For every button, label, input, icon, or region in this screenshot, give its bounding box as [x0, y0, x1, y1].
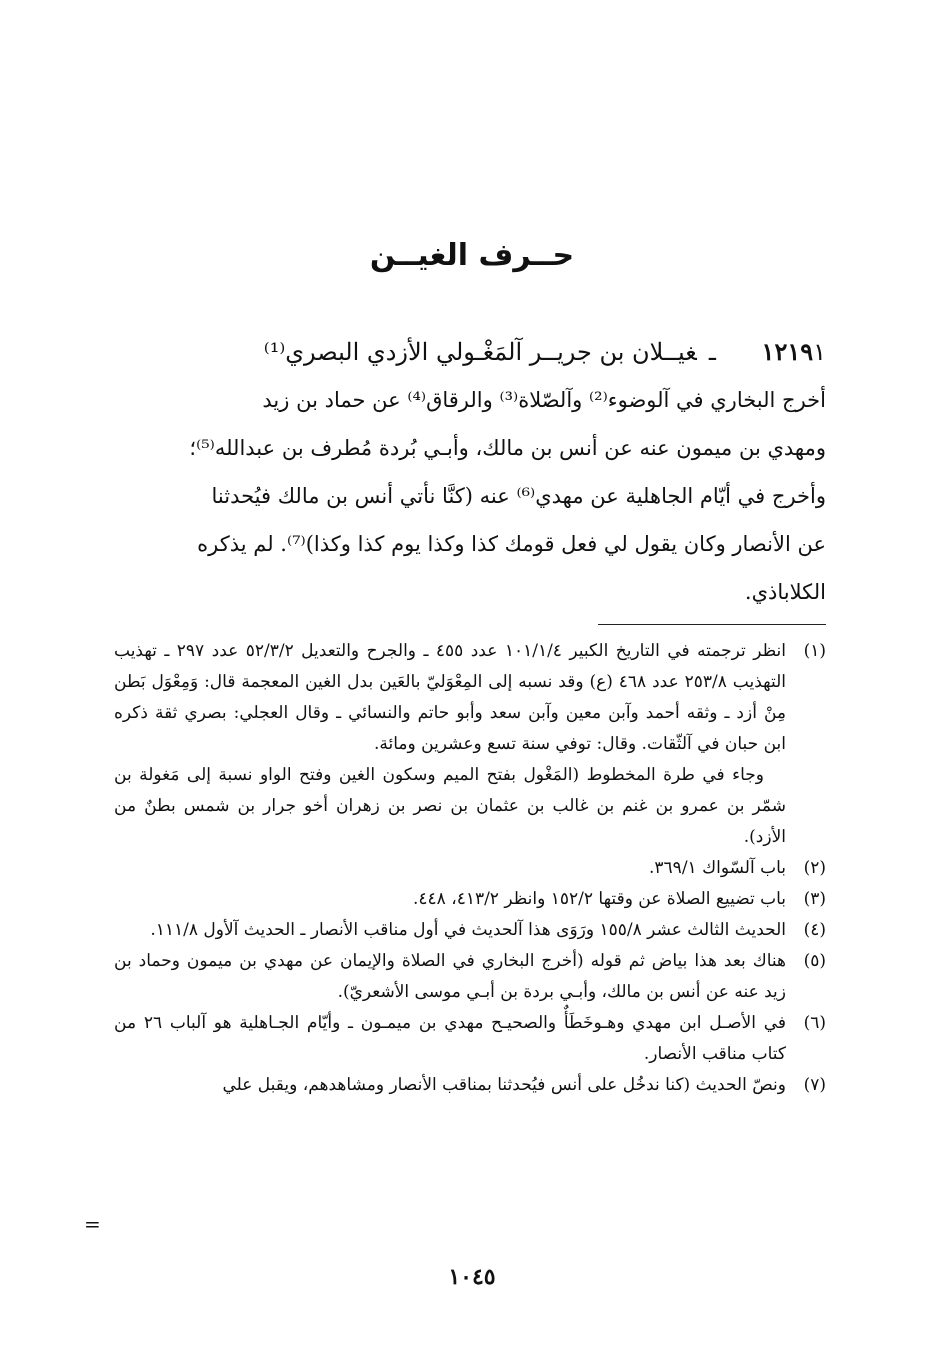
footnote-number: (١) — [803, 641, 826, 661]
footnote-3 — [114, 884, 826, 915]
entry-number: ١٢١٩ — [761, 337, 814, 366]
footnote-number: (٦) — [803, 1013, 826, 1033]
footnotes — [114, 636, 826, 1101]
footnote-text: انظر ترجمته في التاريخ الكبير ١٠١/١/٤ عدد ٤٥٥ ـ والجرح والتعديل ٥٢/٣/٢ عدد ٢٩٧ ـ تهذيب التهذيب ٢٥٣/٨ عدد ٤٦٨ (ع) وقد نسبه إلى المِعْوَليّ بالعَين بدل الغين المعجمة قال: وَمِعْوَل بَطن مِنْ أزد ـ وثقه أحمد وآبن معين وآبن سعد وأبو حاتم والنسائي ـ وقال العجلي: بصري ثقة ذكره ابن حبان في آلثّقات. وقال: توفي سنة تسع وعشرين ومائة. — [114, 641, 786, 754]
footnote-2 — [114, 853, 826, 884]
footnote-text: هناك بعد هذا بياض ثم قوله (أخرج البخاري في الصلاة والإيمان عن مهدي بن ميمون وحماد بن زيد عنه عن أنس بن مالك، وأبـي بردة بن أبـي موسى الأشعريّ). — [114, 951, 786, 1002]
footnote-text: باب آلسّواك ٣٦٩/١. — [649, 858, 786, 878]
footnote-6 — [114, 1008, 826, 1070]
body-line: ومهدي بن ميمون عنه عن أنس بن مالك، وأبـي بُردة مُطرف بن عبدالله⁽⁵⁾؛ — [189, 436, 826, 460]
continuation-mark: = — [84, 1212, 101, 1236]
footnote-number: (٥) — [803, 951, 826, 971]
footnote-4 — [114, 915, 826, 946]
footnote-text: في الأصـل ابن مهدي وهـوخَطَأٌ والصحيـح مهدي بن ميمـون ـ وأيّام الجـاهلية هو آلباب ٢٦ من كتاب مناقب الأنصار. — [114, 1013, 786, 1064]
entry-body — [121, 376, 826, 616]
chapter-heading: حــرف الغيــن — [369, 238, 575, 273]
footnote-separator — [598, 624, 826, 625]
footnote-text: ونصّ الحديث (كنا ندخُل على أنس فيُحدثنا بمناقب الأنصار ومشاهدهم، ويقبل علي — [222, 1075, 786, 1095]
footnote-number: (٣) — [803, 889, 826, 909]
body-line: أخرج البخاري في آلوضوء⁽²⁾ وآلصّلاة⁽³⁾ والرقاق⁽⁴⁾ عن حماد بن زيد — [262, 388, 826, 412]
footnote-number: (٤) — [803, 920, 826, 940]
body-line: عن الأنصار وكان يقول لي فعل قومك كذا وكذا يوم كذا وكذا)⁽⁷⁾. لم يذكره — [197, 532, 826, 556]
footnote-text: باب تضييع الصلاة عن وقتها ١٥٢/٢ وانظر ٤١٣/٢، ٤٤٨. — [412, 889, 786, 909]
body-line: الكلاباذي. — [744, 580, 826, 604]
entry-title-line — [106, 330, 826, 374]
footnote-1 — [114, 636, 826, 760]
footnote-continuation: وجاء في طرة المخطوط (المَغْول بفتح الميم وسكون الغين وفتح الواو نسبة إلى مَغولة بن شمّر بن عمرو بن غنم بن غالب بن عثمان بن نصر بن زهران أخو جرار بن شمس بطنٌ من الأزد). — [114, 765, 786, 847]
footnote-5 — [114, 946, 826, 1008]
entry-name: غيــلان بن جريــر آلمَغْـولي الأزدي البصري⁽¹⁾ — [263, 338, 697, 366]
footnote-7 — [114, 1070, 826, 1101]
footnote-number: (٧) — [803, 1075, 826, 1095]
body-line: وأخرج في أيّام الجاهلية عن مهدي⁽⁶⁾ عنه (كنَّا نأتي أنس بن مالك فيُحدثنا — [211, 484, 826, 508]
page-number: ١٠٤٥ — [448, 1264, 496, 1290]
footnote-number: (٢) — [803, 858, 826, 878]
footnote-text: الحديث الثالث عشر ١٥٥/٨ ورَوَى هذا آلحديث في أول مناقب الأنصار ـ الحديث آلأول ١١١/٨. — [150, 920, 786, 940]
entry-sub-number: ١ ـ — [708, 338, 826, 366]
